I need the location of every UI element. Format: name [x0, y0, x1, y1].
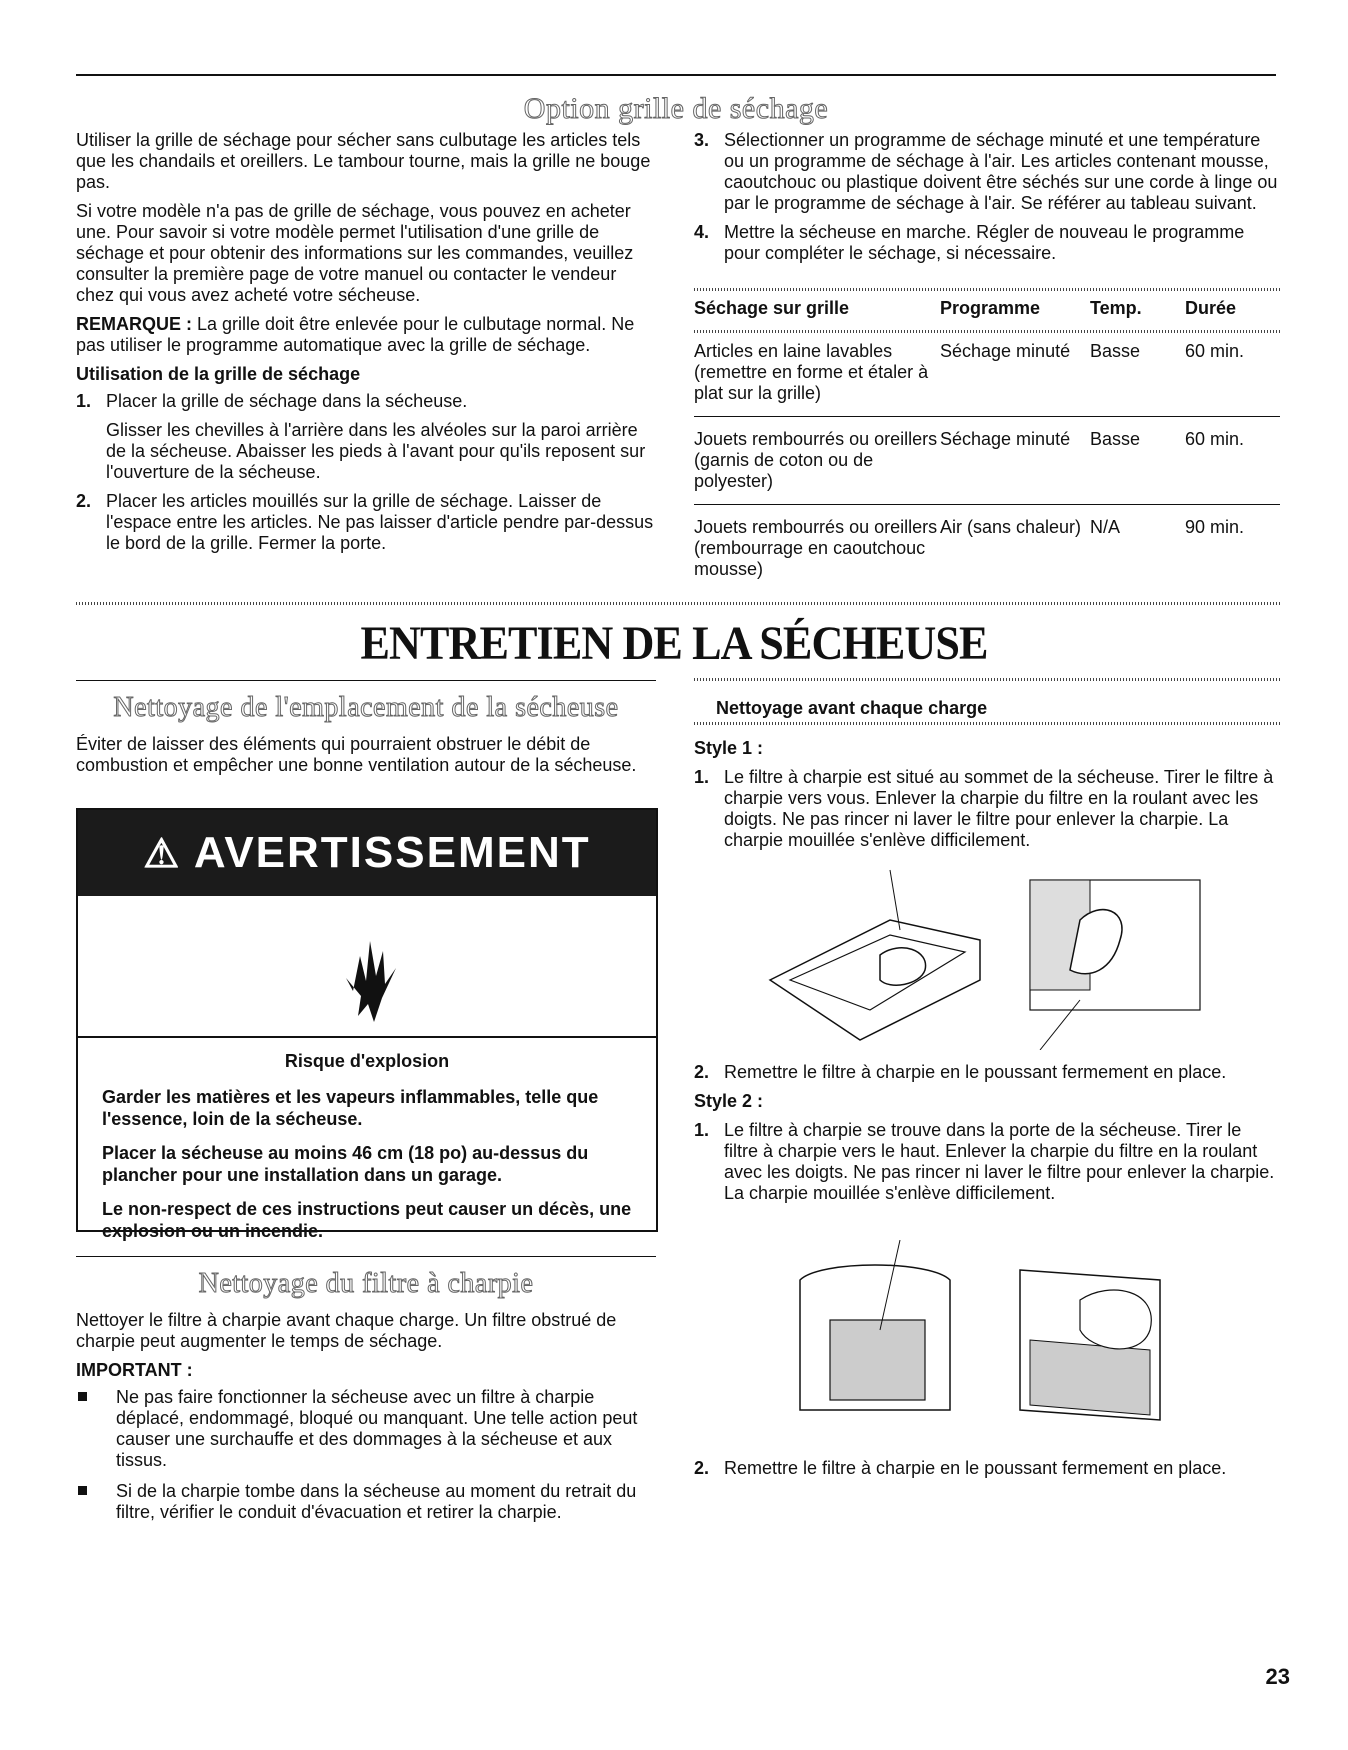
step-item: [76, 491, 656, 554]
drying-rack-left-column: [76, 130, 656, 562]
warning-box: [76, 808, 658, 1241]
style1-step2: [694, 1062, 1280, 1212]
table-cell: Air (sans chaleur): [940, 517, 1082, 537]
drying-rack-right-column: [694, 130, 1280, 272]
table-cell: 60 min.: [1185, 417, 1280, 505]
warning-paragraph: Le non-respect de ces instructions peut causer un décès, une explosion ou un incendie.: [102, 1199, 632, 1241]
step-item: [76, 391, 656, 483]
table-cell: N/A: [1090, 517, 1121, 537]
step-number: 2.: [694, 1062, 710, 1082]
step-text: Placer les articles mouillés sur la grille de séchage. Laisser de l'espace entre les articles. Ne pas laisser d'article pendre par-dessus le bord de la grille. Fermer la porte.: [106, 491, 654, 553]
bullet-text: Si de la charpie tombe dans la sécheuse au moment du retrait du filtre, vérifier le conduit d'évacuation et retirer la charpie.: [116, 1481, 637, 1522]
paragraph: Si votre modèle n'a pas de grille de séchage, vous pouvez en acheter une. Pour savoir si votre modèle permet l'utilisation d'une grille de séchage et pour obtenir des informations sur les commandes, veuillez consulter la première page de votre manuel ou contacter le vendeur chez qui vous avez acheté votre sécheuse.: [76, 201, 634, 305]
page-number: 23: [1265, 1664, 1290, 1689]
step-text: Remettre le filtre à charpie en le poussant fermement en place.: [724, 1062, 1227, 1082]
style1-block: [694, 738, 1280, 859]
steps-list: [694, 130, 1280, 264]
step-number: 3.: [694, 130, 710, 150]
subheading: Nettoyage avant chaque charge: [716, 698, 988, 718]
rule: [694, 678, 1280, 681]
step-text: Le filtre à charpie est situé au sommet de la sécheuse. Tirer le filtre à charpie vers vous. Enlever la charpie du filtre en la roulant avec les doigts. Ne pas rincer ni laver le filtre pour enlever la charpie. La charpie mouillée s'enlève difficilement.: [724, 767, 1274, 850]
step-item: [694, 130, 1280, 214]
section-heading-lint-filter: Nettoyage du filtre à charpie: [198, 1268, 534, 1299]
warning-triangle-icon: ⚠: [143, 832, 182, 876]
step-number: 1.: [76, 391, 92, 411]
step-text: Placer la grille de séchage dans la sécheuse.: [106, 391, 468, 411]
step-subtext: Glisser les chevilles à l'arrière dans les alvéoles sur la paroi arrière de la sécheuse. Abaisser les pieds à l'avant pour qu'ils reposent sur l'ouverture de la sécheuse.: [106, 420, 646, 482]
table-header: Séchage sur grille: [694, 298, 850, 318]
step-item: [694, 1062, 1280, 1083]
bullet-text: Ne pas faire fonctionner la sécheuse avec un filtre à charpie déplacé, endommagé, bloqué ou manquant. Une telle action peut causer une surchauffe et des dommages à la sécheuse et aux tissus.: [116, 1387, 638, 1470]
bullet-list: [76, 1387, 656, 1523]
rule: [76, 680, 656, 681]
step-text: Le filtre à charpie se trouve dans la porte de la sécheuse. Tirer le filtre à charpie vers le haut. Enlever la charpie du filtre en la roulant avec les doigts. Ne pas rincer ni laver le filtre pour enlever la charpie. La charpie mouillée s'enlève difficilement.: [724, 1120, 1275, 1203]
table-row: [694, 417, 1280, 505]
paragraph: Éviter de laisser des éléments qui pourraient obstruer le débit de combustion et empêcher une bonne ventilation autour de la sécheuse.: [76, 734, 637, 775]
bullet-icon: [78, 1392, 87, 1401]
location-text: [76, 734, 656, 784]
table-cell: Séchage minuté: [940, 329, 1090, 417]
top-rule: [76, 74, 1276, 76]
section-heading-drying-rack: Option grille de séchage: [523, 92, 829, 125]
table-cell: Jouets rembourrés ou oreillers (rembourrage en caoutchouc mousse): [694, 517, 938, 579]
table-cell: Basse: [1090, 417, 1185, 505]
step-item: [694, 767, 1280, 851]
steps-list: [76, 391, 656, 554]
table-cell: Articles en laine lavables (remettre en forme et étaler à plat sur la grille): [694, 329, 940, 417]
bullet-icon: [78, 1486, 87, 1495]
remark-label: REMARQUE :: [76, 314, 192, 334]
lint-filter-top-illustration: [750, 860, 1220, 1050]
table-header: Durée: [1185, 298, 1237, 318]
step-number: 2.: [76, 491, 92, 511]
style-label: Style 2 :: [694, 1091, 764, 1111]
step-number: 4.: [694, 222, 710, 242]
rule: [694, 722, 1280, 725]
step-text: Sélectionner un programme de séchage minuté et une température ou un programme de séchage à l'air. Les articles contenant mousse, caoutchouc ou plastique doivent être séchés sur une corde à linge ou par le programme de séchage à l'air. Se référer au tableau suivant.: [724, 130, 1278, 213]
warning-paragraph: Garder les matières et les vapeurs inflammables, telle que l'essence, loin de la sécheuse.: [102, 1087, 599, 1129]
table-top-rule: [694, 288, 1280, 291]
step-item: [694, 1458, 1280, 1479]
warning-risk: Risque d'explosion: [284, 1051, 450, 1071]
warning-header: [78, 810, 656, 896]
section-separator: [76, 602, 1280, 605]
table-header-rule: [694, 330, 1280, 333]
step-text: Remettre le filtre à charpie en le poussant fermement en place.: [724, 1458, 1227, 1478]
table-row: [694, 505, 1280, 593]
warning-text: [102, 1050, 632, 1254]
warning-paragraph: Placer la sécheuse au moins 46 cm (18 po) au-dessus du plancher pour une installation dans un garage.: [102, 1143, 589, 1185]
table-cell: 60 min.: [1185, 329, 1280, 417]
table-cell: Basse: [1090, 329, 1185, 417]
step-item: [694, 222, 1280, 264]
table-header-row: [694, 296, 1280, 329]
lint-filter-door-illustration: [780, 1240, 1200, 1440]
list-item: [76, 1481, 656, 1523]
step-item: [694, 1120, 1280, 1204]
paragraph: Utiliser la grille de séchage pour sécher sans culbutage les articles tels que les chandails et oreillers. Le tambour tourne, mais la grille ne bouge pas.: [76, 130, 651, 192]
table-cell: Jouets rembourrés ou oreillers (garnis de coton ou de polyester): [694, 417, 940, 505]
style-label: Style 1 :: [694, 738, 764, 758]
section-heading-location: Nettoyage de l'emplacement de la sécheuse: [113, 692, 619, 723]
main-title: ENTRETIEN DE LA SÉCHEUSE: [360, 617, 988, 670]
step-number: 2.: [694, 1458, 710, 1478]
step-number: 1.: [694, 1120, 710, 1140]
drying-rack-table: [694, 296, 1280, 592]
table-cell: 90 min.: [1185, 517, 1245, 537]
explosion-icon: [78, 896, 656, 1038]
table-header: Programme: [940, 298, 1041, 318]
remark: [76, 314, 656, 356]
lint-filter-text: [76, 1310, 656, 1533]
rule: [76, 1256, 656, 1257]
warning-title: AVERTISSEMENT: [193, 828, 591, 877]
remark-text: La grille doit être enlevée pour le culbutage normal. Ne pas utiliser le programme automatique avec la grille de séchage.: [76, 314, 635, 355]
table-row: [694, 329, 1280, 417]
list-item: [76, 1387, 656, 1471]
step-number: 1.: [694, 767, 710, 787]
important-label: IMPORTANT :: [76, 1360, 193, 1380]
table-cell: Séchage minuté: [940, 417, 1090, 505]
step-text: Mettre la sécheuse en marche. Régler de nouveau le programme pour compléter le séchage, si nécessaire.: [724, 222, 1245, 263]
subheading: Utilisation de la grille de séchage: [76, 364, 361, 384]
paragraph: Nettoyer le filtre à charpie avant chaque charge. Un filtre obstrué de charpie peut augmenter le temps de séchage.: [76, 1310, 617, 1351]
style2-step2: [694, 1458, 1280, 1487]
table-header: Temp.: [1090, 298, 1142, 318]
